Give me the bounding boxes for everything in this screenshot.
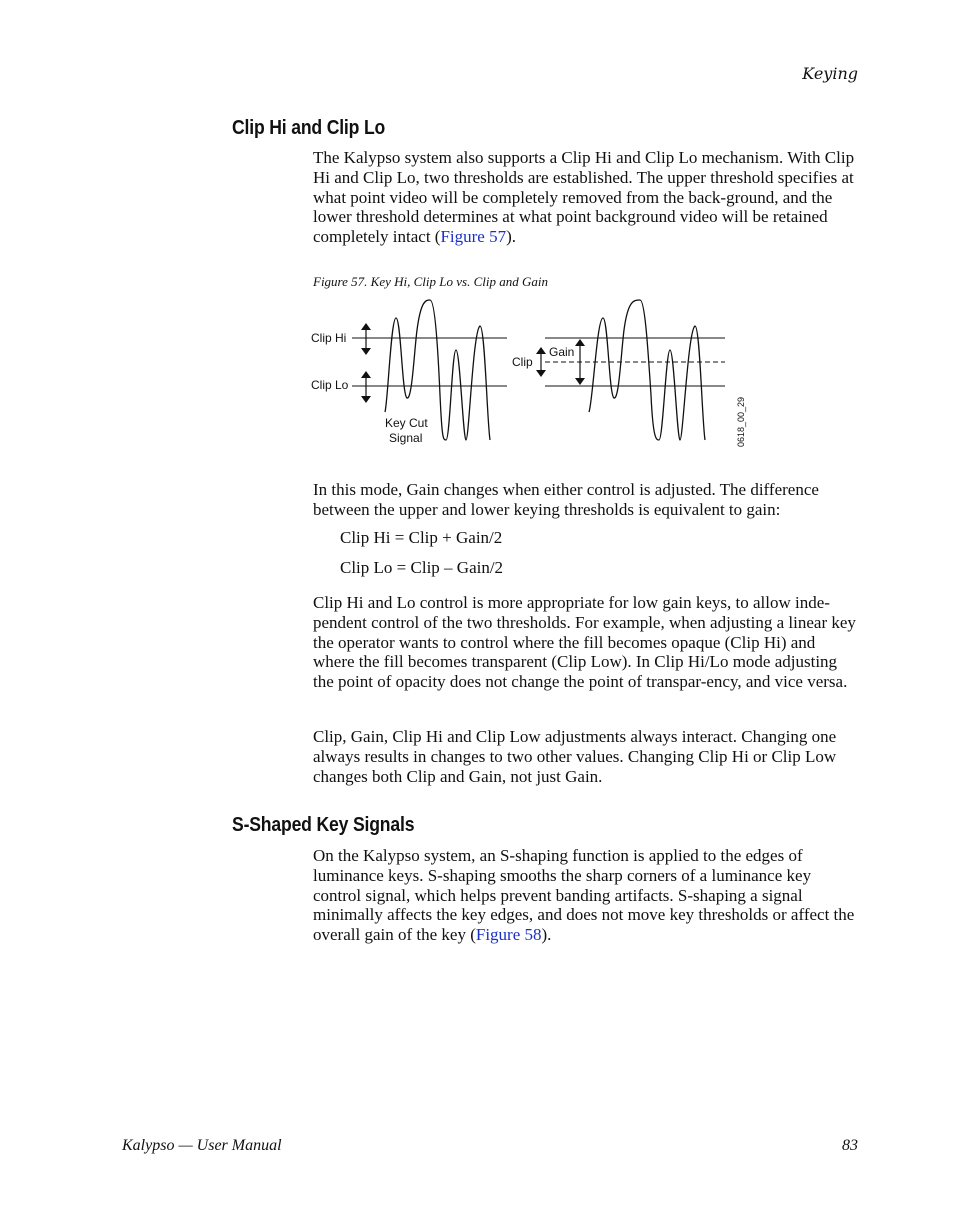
arrow-down-icon (575, 378, 585, 385)
key-signal-wave (589, 300, 705, 440)
arrow-up-icon (361, 323, 371, 330)
paragraph-intro-text: The Kalypso system also supports a Clip Hi and Clip Lo mechanism. With Clip Hi and Clip Lo, two thresholds are established. The upper threshold specifies at what point video will be completely removed from the back-ground, and the lower threshold determines at what point background video will be retained completely intact ( (313, 148, 855, 247)
section-heading-s-shaped: S-Shaped Key Signals (232, 814, 415, 836)
figure-id-label: 0618_00_29 (736, 396, 746, 447)
arrow-down-icon (536, 370, 546, 377)
arrow-down-icon (361, 348, 371, 355)
clip-label: Clip (512, 355, 533, 369)
paragraph-s-shaping-text: On the Kalypso system, an S-shaping function is applied to the edges of luminance keys. S-shaping smooths the sharp corners of a luminance key control signal, which helps prevent banding artifacts. S-shaping a signal minimally affects the key edges, and does not move key thresholds or affect the overall gain of the key ( (313, 846, 855, 945)
running-head: Keying (802, 64, 858, 83)
figure-57-diagram (300, 290, 760, 455)
paragraph-clip-hi-lo-control: Clip Hi and Lo control is more appropriate for low gain keys, to allow inde-pendent control of the two thresholds. For example, when adjusting a linear key the operator wants to control where the fill becomes opaque (Clip Hi) and where the fill becomes transparent (Clip Low). In Clip Hi/Lo mode adjusting the point of opacity does not change the point of transpar-ency, and vice versa. (313, 593, 856, 692)
footer-page-number: 83 (842, 1137, 858, 1154)
equation-clip-hi: Clip Hi = Clip + Gain/2 (340, 528, 503, 547)
key-cut-label-line2: Signal (389, 431, 423, 445)
clip-hi-label: Clip Hi (311, 331, 347, 345)
figure-caption: Figure 57. Key Hi, Clip Lo vs. Clip and Gain (313, 274, 548, 289)
figure-57-link[interactable]: Figure 57 (440, 227, 507, 247)
arrow-up-icon (361, 371, 371, 378)
paragraph-gain-mode: In this mode, Gain changes when either control is adjusted. The difference between the upper and lower keying thresholds is equivalent to gain: (313, 480, 819, 519)
footer-manual-title: Kalypso — User Manual (122, 1137, 282, 1154)
key-cut-label-line1: Key Cut (385, 416, 428, 430)
arrow-up-icon (536, 347, 546, 354)
equation-clip-lo: Clip Lo = Clip – Gain/2 (340, 558, 504, 577)
gain-label: Gain (549, 345, 575, 359)
paragraph-intro (313, 148, 861, 247)
figure-58-link[interactable]: Figure 58 (475, 925, 542, 945)
paragraph-intro-end: ). (506, 227, 517, 247)
arrow-down-icon (361, 396, 371, 403)
paragraph-s-shaping-end: ). (541, 925, 552, 945)
arrow-up-icon (575, 339, 585, 346)
paragraph-s-shaping (313, 846, 861, 945)
section-heading-clip-hi-lo: Clip Hi and Clip Lo (232, 117, 386, 139)
paragraph-adjustments-interact: Clip, Gain, Clip Hi and Clip Low adjustments always interact. Changing one always results in changes to two other values. Changing Clip Hi or Clip Low changes both Clip and Gain, not just Gain. (313, 727, 837, 786)
key-diagram-svg (300, 290, 760, 455)
clip-lo-label: Clip Lo (311, 378, 349, 392)
